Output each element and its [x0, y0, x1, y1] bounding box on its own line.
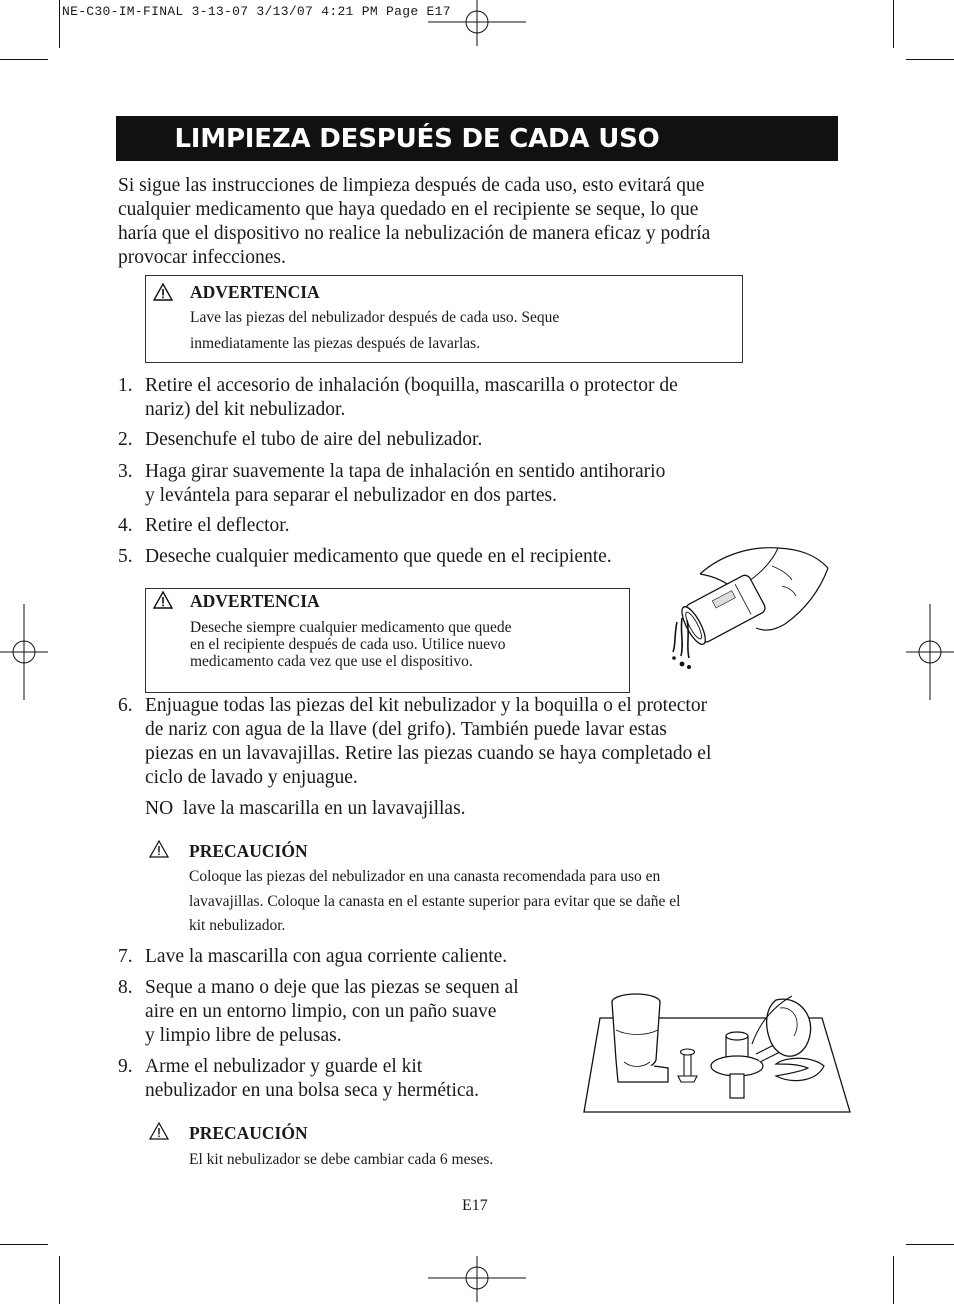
step-6: 6. Enjuague todas las piezas del kit nebulizador y la boquilla o el protector de nariz con agua de la llave (del grifo). También puede lavar estas piezas en un lavavajillas. Retire las piezas cuando se haya completado el ciclo de lavado y enjuague. [118, 695, 712, 788]
step-8: 8. Seque a mano o deje que las piezas se sequen al aire en un entorno limpio, con un paño suave y limpio libre de pelusas. [118, 977, 519, 1046]
step-6-note: NO lave la mascarilla en un lavavajillas. [145, 798, 466, 819]
caution-title: PRECAUCIÓN [189, 1123, 308, 1143]
warning-text: Lave las piezas del nebulizador después de cada uso. Seque inmediatamente las piezas después de lavarlas. [190, 309, 560, 352]
caution-text: Coloque las piezas del nebulizador en una canasta recomendada para uso en lavavajillas. Coloque la canasta en el estante superior para evitar que se dañe el kit nebulizador. [189, 868, 681, 934]
step-3: 3. Haga girar suavemente la tapa de inhalación en sentido antihorario y levántela para separar el nebulizador en dos partes. [118, 461, 666, 506]
nebulizer-parts-drying-illustration [580, 990, 852, 1114]
intro-line: cualquier medicamento que haya quedado en el recipiente se seque, lo que [118, 199, 699, 220]
warning-title: ADVERTENCIA [190, 282, 320, 302]
caution-block-1 [145, 836, 805, 936]
warning-box-2 [145, 588, 630, 693]
hand-pouring-medicine-illustration [660, 540, 832, 678]
caution-triangle-icon [149, 840, 169, 858]
registration-mark-right [906, 604, 954, 700]
registration-mark-bottom [428, 1256, 528, 1304]
caution-block-2 [145, 1118, 745, 1174]
step-1: 1. Retire el accesorio de inhalación (boquilla, mascarilla o protector de nariz) del kit nebulizador. [118, 375, 678, 420]
warning-text: Deseche siempre cualquier medicamento que quede en el recipiente después de cada uso. Utilice nuevo medicamento cada vez que use el dispositivo. [190, 619, 512, 670]
intro-line: Si sigue las instrucciones de limpieza después de cada uso, esto evitará que [118, 175, 705, 196]
warning-box-1 [145, 275, 743, 363]
step-5: 5. Deseche cualquier medicamento que quede en el recipiente. [118, 546, 612, 567]
step-7: 7. Lave la mascarilla con agua corriente caliente. [118, 946, 508, 967]
caution-triangle-icon [149, 1122, 169, 1140]
page-number: E17 [462, 1197, 488, 1214]
warning-triangle-icon [153, 283, 173, 301]
registration-mark-top [428, 0, 528, 48]
step-2: 2. Desenchufe el tubo de aire del nebulizador. [118, 429, 483, 450]
page-title: LIMPIEZA DESPUÉS DE CADA USO [174, 123, 660, 154]
print-slug: NE-C30-IM-FINAL 3-13-07 3/13/07 4:21 PM Page E17 [62, 4, 451, 19]
step-9: 9. Arme el nebulizador y guarde el kit nebulizador en una bolsa seca y hermética. [118, 1056, 480, 1101]
title-banner [116, 116, 838, 161]
intro-line: haría que el dispositivo no realice la nebulización de manera eficaz y podría [118, 223, 711, 244]
intro-line: provocar infecciones. [118, 247, 286, 268]
caution-text: El kit nebulizador se debe cambiar cada 6 meses. [189, 1151, 494, 1168]
warning-triangle-icon [153, 591, 173, 609]
caution-title: PRECAUCIÓN [189, 841, 308, 861]
warning-title: ADVERTENCIA [190, 591, 320, 611]
registration-mark-left [0, 604, 48, 700]
intro-paragraph [118, 174, 838, 270]
step-4: 4. Retire el deflector. [118, 515, 290, 536]
